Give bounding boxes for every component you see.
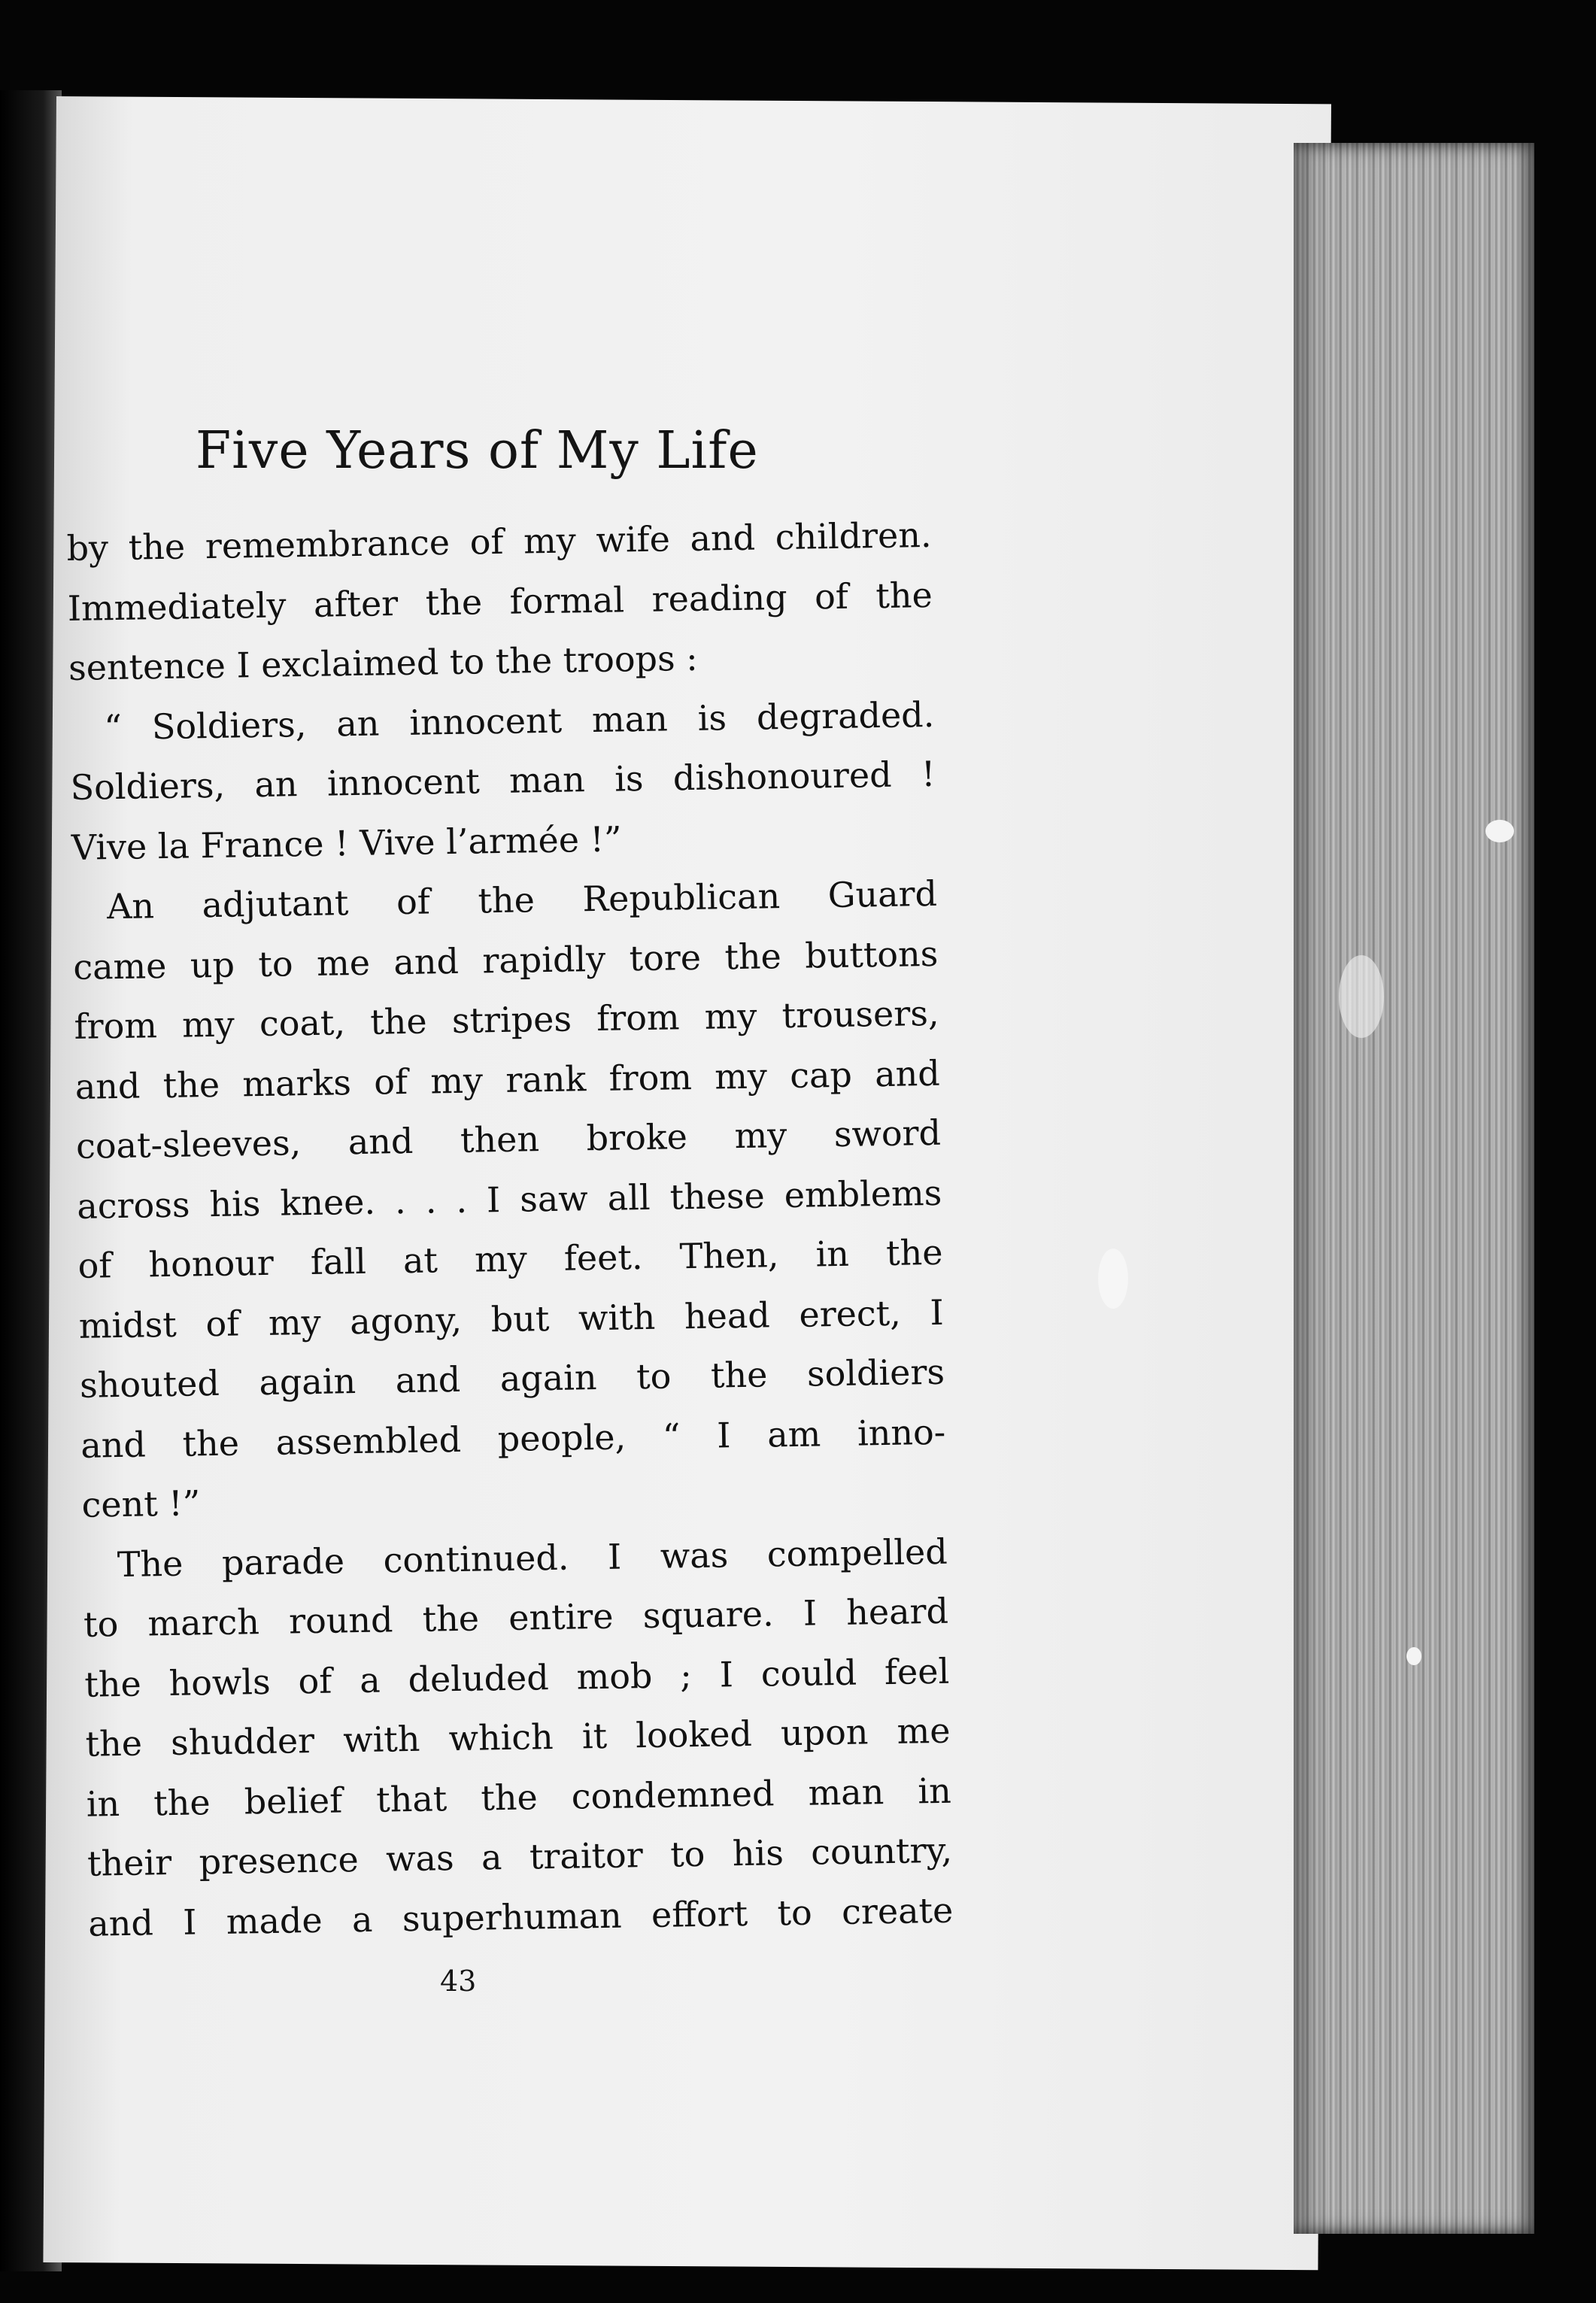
text-line: “ Soldiers, an innocent man is degraded.	[103, 693, 935, 748]
text-line: the howls of a deluded mob ; I could feel	[83, 1650, 950, 1705]
text-line: of honour fall at my feet. Then, in the	[77, 1231, 943, 1286]
text-line: midst of my agony, but with head erect, I	[78, 1291, 945, 1346]
text-line: An adjutant of the Republican Guard	[106, 872, 938, 927]
paper-blemish	[1098, 1249, 1128, 1309]
text-line: and the marks of my rank from my cap and	[74, 1052, 941, 1107]
edge-speck	[1406, 1647, 1422, 1665]
running-head: Five Years of My Life	[196, 421, 759, 481]
text-line: and I made a superhuman effort to create	[87, 1889, 954, 1944]
text-line: came up to me and rapidly tore the buttons	[72, 933, 939, 988]
page-number: 43	[440, 1965, 477, 1998]
edge-speck	[1485, 820, 1514, 842]
text-line: cent !”	[81, 1482, 201, 1525]
edge-speck	[1339, 955, 1384, 1038]
text-line: from my coat, the stripes from my trousers,	[74, 992, 939, 1047]
text-line: Vive la France ! Vive l’armée !”	[71, 818, 622, 868]
text-line: sentence I exclaimed to the troops :	[68, 637, 699, 688]
text-line: and the assembled people, “ I am inno-	[80, 1411, 946, 1466]
text-line: Soldiers, an innocent man is dishonoured !	[70, 753, 936, 808]
page-stack-edge	[1294, 143, 1534, 2234]
text-line: Immediately after the formal reading of the	[67, 574, 933, 629]
text-line: shouted again and again to the soldiers	[79, 1351, 945, 1406]
body-text	[66, 505, 954, 1954]
text-line: across his knee. . . . I saw all these emblems	[76, 1172, 942, 1227]
text-line: in the belief that the condemned man in	[86, 1770, 952, 1825]
text-line: coat-sleeves, and then broke my sword	[75, 1112, 942, 1167]
text-line: the shudder with which it looked upon me	[85, 1710, 951, 1764]
text-line: by the remembrance of my wife and children.	[66, 514, 932, 569]
text-line: to march round the entire square. I heard	[83, 1590, 949, 1645]
text-line: their presence was a traitor to his country,	[86, 1829, 953, 1884]
text-line: The parade continued. I was compelled	[117, 1531, 948, 1585]
